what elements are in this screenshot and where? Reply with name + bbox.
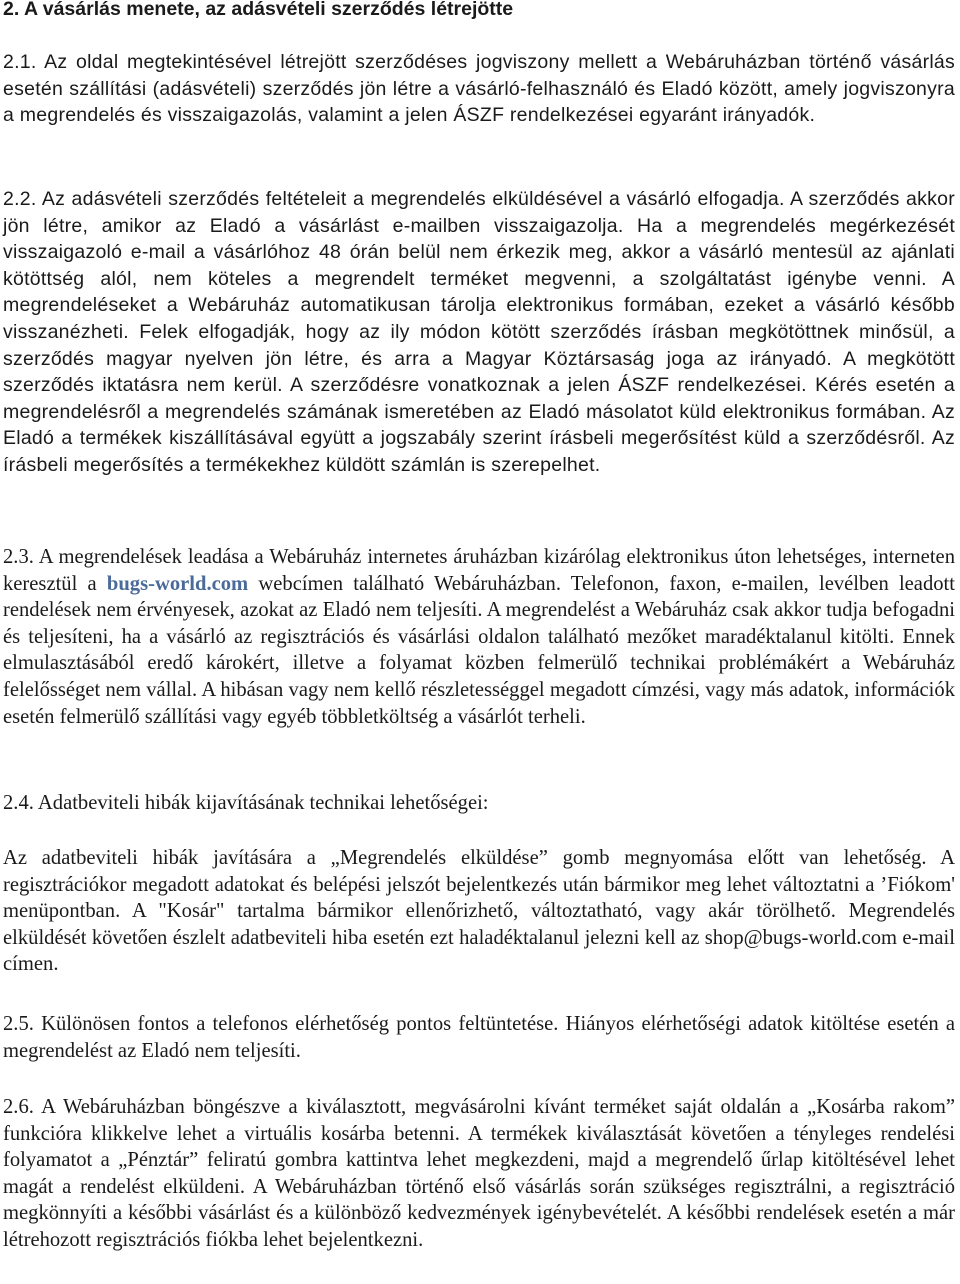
- paragraph-2-1: 2.1. Az oldal megtekintésével létrejött szerződéses jogviszony mellett a Webáruházban történő vásárlás esetén szállítási (adásvételi) szerződés jön létre a vásárló-felhasználó és Eladó között, amely jogviszonyra a megrendelés és visszaigazolás, valamint a jelen ÁSZF rendelkezései egyaránt irányadók.: [3, 51, 955, 127]
- paragraph-2-6: 2.6. A Webáruházban böngészve a kiválasztott, megvásárolni kívánt terméket saját oldalán a „Kosárba rakom” funkcióra klikkelve lehet a virtuális kosárba betenni. A termékek kiválasztását követően a tényleges rendelési folyamatot a „Pénztár” feliratú gombra kattintva lehet megkezdeni, majd a megrendelő űrlap kitöltésével lehet magát a rendelést elküldeni. A Webáruházban történő első vásárlás során szükséges regisztrálni, a regisztráció megkönnyíti a későbbi vásárlást és a különböző kedvezmények igénybevételét. A későbbi rendelések esetén a már létrehozott regisztrációs fiókba lehet bejelentkezni.: [3, 1096, 955, 1251]
- paragraph-2-2: [3, 186, 955, 479]
- paragraph-2-3-end: webcímen található Webáruházban. Telefonon, faxon, e-mailen, levélben leadott rendelések nem érvényesek, azokat az Eladó nem teljesíti. A megrendelést a Webáruház csak akkor tudja befogadni és teljesíteni, ha a vásárló az regisztrációs és vásárlási oldalon található mezőket maradéktalanul kitölti. Ennek elmulasztásából eredő károkért, illetve a folyamat közben felmerülő technikai problémákért a Webáruház felelősséget nem vállal. A hibásan vagy nem kellő részletességgel megadott címzési, vagy más adatok, információk esetén felmerülő szállítási vagy egyéb többletköltség a vásárlót terheli.: [3, 572, 955, 728]
- paragraph-2-3-start: 2.3. A megrendelések leadása a Webáruház internetes áruházban kizárólag elektronikus úton lehetséges, interneten keresztül a: [3, 546, 955, 595]
- section-heading: 2. A vásárlás menete, az adásvételi szerződés létrejötte: [3, 0, 514, 20]
- paragraph-2-5: 2.5. Különösen fontos a telefonos elérhetőség pontos feltüntetése. Hiányos elérhetőségi adatok kitöltése esetén a megrendelést az Eladó nem teljesíti.: [3, 1013, 955, 1062]
- website-link[interactable]: bugs-world.com: [106, 572, 249, 595]
- paragraph-2-4-body: Az adatbeviteli hibák javítására a „Megrendelés elküldése” gomb megnyomása előtt van lehetőség. A regisztrációkor megadott adatokat és belépési jelszót bejelentkezés után bármikor meg lehet változtatni a ’Fiókom' menüpontban. A "Kosár" tartalma bármikor ellenőrizhető, változtatható, vagy akár törölhető. Megrendelés elküldését követően észlelt adatbeviteli hiba esetén ezt haladéktalanul jelezni kell az shop@bugs-world.com e-mail címen.: [3, 847, 955, 976]
- paragraph-2-2-sans: 2.2. Az adásvételi szerződés feltételeit a megrendelés elküldésével a vásárló elfogadja. A szerződés akkor jön létre, amikor az Eladó a vásárlást e-mailben visszaigazolja. Ha a megrendelés megérkezését visszaigazoló e-mail a vásárlóhoz 48 órán belül nem érkezik meg, akkor a vásárló mentesül az ajánlati kötöttség alól, nem köteles a megrendelt terméket megvenni, a szolgáltatást igénybe venni. A megrendeléseket a Webáruház automatikusan tárolja elektronikus formában, ezeket a vásárló később visszanézheti. Felek elfogadják, hogy az ily módon kötött szerződés írásban megkötöttnek minősül, a szerződés magyar nyelven jön létre, és arra a Magyar Köztársaság joga az irányadó. A megkötött szerződés iktatásra nem kerül. A szerződésre vonatkoznak a jelen ÁSZF rendelkezései. Kérés esetén a megrendelésről a megrendelés számának ismeretében az Eladó másolatot küld elektronikus formában. Az Eladó a termékek kiszállításával együtt a jogszabály szerint írásbeli megerősítést küld a szerződésről. Az írásbeli megerősítés a termékekhez küldött számlán is szerepelhet.: [3, 188, 955, 476]
- paragraph-2-3: [3, 544, 955, 730]
- paragraph-2-4-title: 2.4. Adatbeviteli hibák kijavításának technikai lehetőségei:: [3, 792, 489, 814]
